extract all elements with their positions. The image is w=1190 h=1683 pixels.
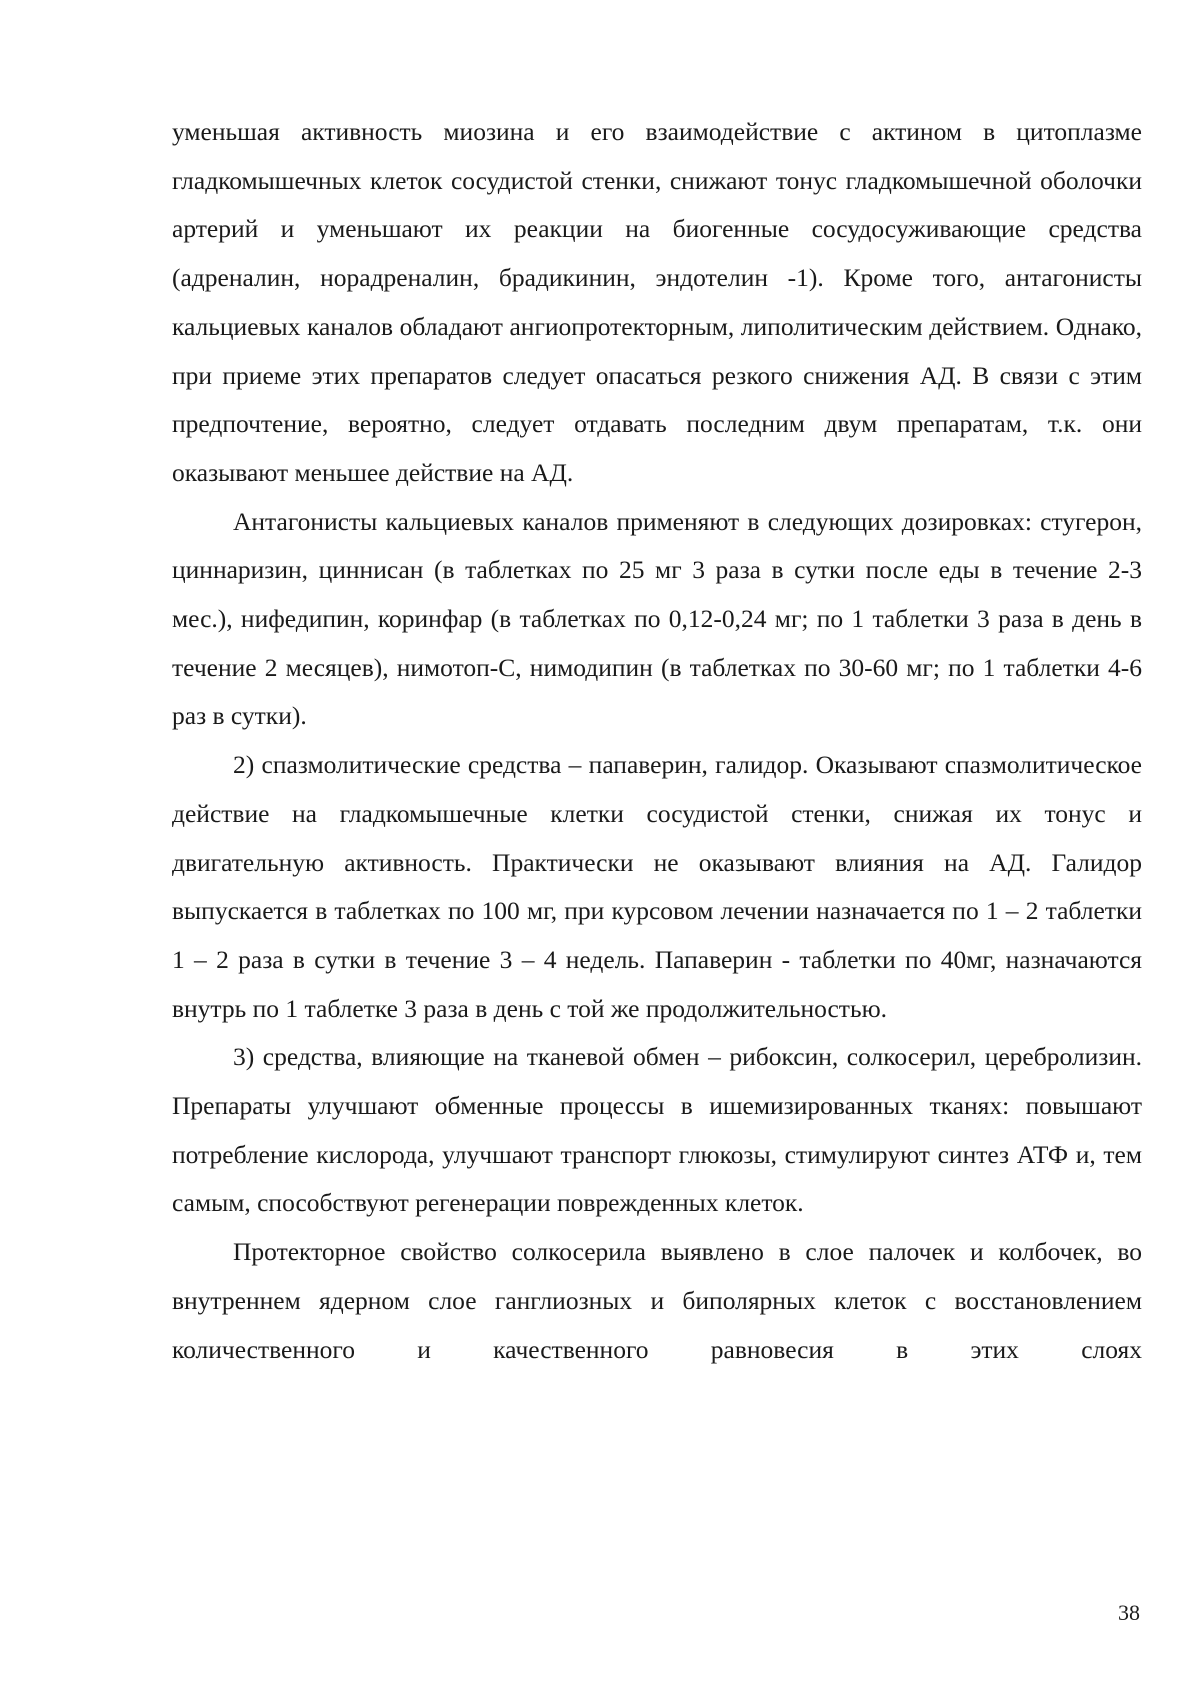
body-text (172, 108, 1142, 1374)
paragraph-calcium-antagonists-dosage: Антагонисты кальциевых каналов применяют в следующих дозировках: стугерон, циннаризин, циннисан (в таблетках по 25 мг 3 раза в сутки после еды в течение 2-3 мес.), нифедипин, коринфар (в таблетках по 0,12-0,24 мг; по 1 таблетки 3 раза в день в течение 2 месяцев), нимотоп-С, нимодипин (в таблетках по 30-60 мг; по 1 таблетки 4-6 раз в сутки). (172, 506, 1142, 731)
paragraph-tissue-metabolism: 3) средства, влияющие на тканевой обмен – рибоксин, солкосерил, церебролизин. Препараты улучшают обменные процессы в ишемизированных тканях: повышают потребление кислорода, улучшают транспорт глюкозы, стимулируют синтез АТФ и, тем самым, способствуют регенерации поврежденных клеток. (172, 1042, 1142, 1218)
page-number: 38 (1118, 1600, 1140, 1625)
paragraph-continuation: уменьшая активность миозина и его взаимодействие с актином в цитоплазме гладкомышечных клеток сосудистой стенки, снижают тонус гладкомышечной оболочки артерий и уменьшают их реакции на биогенные сосудосуживающие средства (адреналин, норадреналин, брадикинин, эндотелин -1). Кроме того, антагонисты кальциевых каналов обладают ангиопротекторным, липолитическим действием. Однако, при приеме этих препаратов следует опасаться резкого снижения АД. В связи с этим предпочтение, вероятно, следует отдавать последним двум препаратам, т.к. они оказывают меньшее действие на АД. (172, 117, 1142, 487)
paragraph-solcoseryl: Протекторное свойство солкосерила выявлено в слое палочек и колбочек, во внутреннем ядерном слое ганглиозных и биполярных клеток с восстановлением количественного и качественного равновесия в этих слоях (172, 1237, 1142, 1364)
paragraph-spasmolytics: 2) спазмолитические средства – папаверин, галидор. Оказывают спазмолитическое действие на гладкомышечные клетки сосудистой стенки, снижая их тонус и двигательную активность. Практически не оказывают влияния на АД. Галидор выпускается в таблетках по 100 мг, при курсовом лечении назначается по 1 – 2 таблетки 1 – 2 раза в сутки в течение 3 – 4 недель. Папаверин - таблетки по 40мг, назначаются внутрь по 1 таблетке 3 раза в день с той же продолжительностью. (172, 750, 1142, 1023)
